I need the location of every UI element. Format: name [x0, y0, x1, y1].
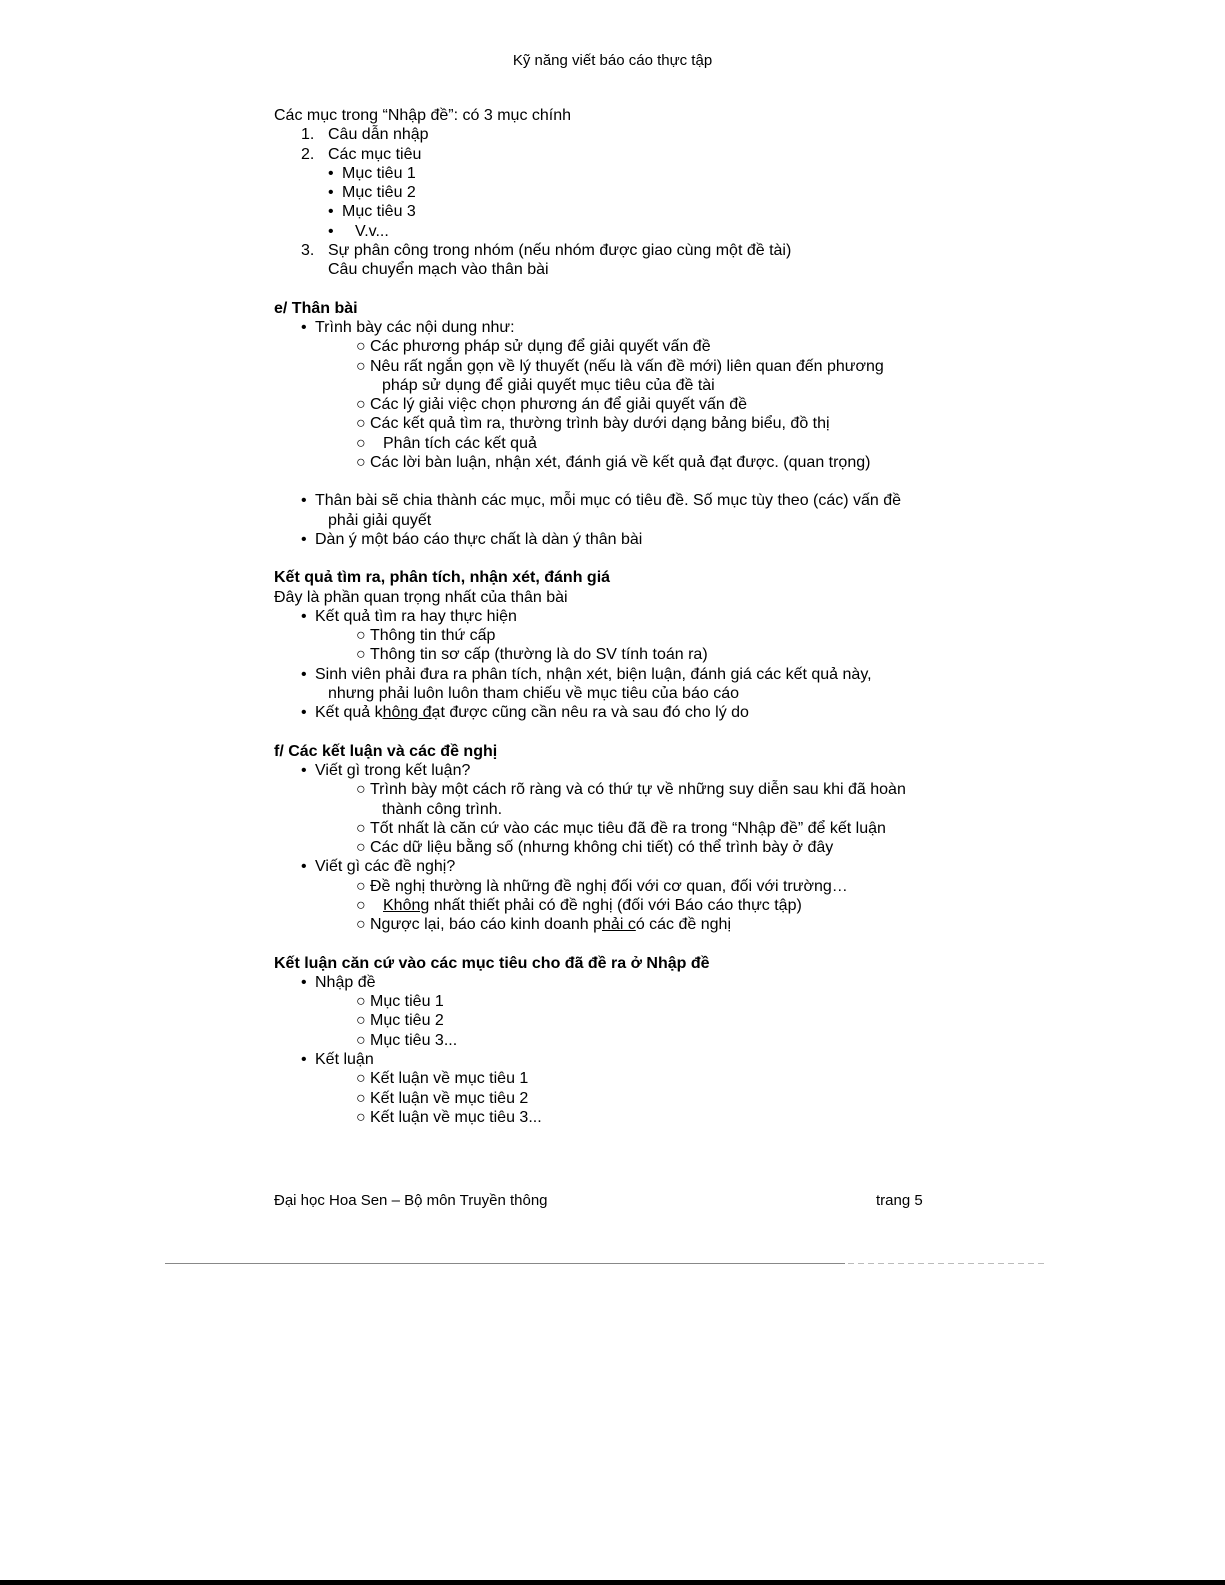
circle-bullet-icon: ○ — [356, 839, 366, 857]
circle-bullet-icon: ○ — [356, 896, 366, 914]
page-number: trang 5 — [876, 1192, 923, 1209]
document-body — [274, 106, 954, 1127]
section-heading: f/ Các kết luận và các đề nghị — [274, 742, 498, 760]
circle-bullet-icon: ○ — [356, 396, 366, 414]
list-item-continuation: phải giải quyết — [328, 511, 432, 529]
list-item-continuation: pháp sử dụng để giải quyết mục tiêu của đề tài — [382, 376, 715, 394]
list-item: • Trình bày các nội dung như: — [301, 318, 515, 336]
bullet-icon: • — [301, 318, 307, 336]
list-number: 2. — [301, 145, 315, 163]
bullet-icon: • — [301, 607, 307, 625]
bullet-icon: • — [301, 492, 307, 510]
list-item: ○ Kết luận về mục tiêu 2 — [356, 1089, 529, 1107]
list-item: • Thân bài sẽ chia thành các mục, mỗi mục có tiêu đề. Số mục tùy theo (các) vấn đề — [301, 492, 902, 510]
list-item: • Kết quả không đạt được cũng cần nêu ra và sau đó cho lý do — [301, 704, 749, 722]
circle-bullet-icon: ○ — [356, 877, 366, 895]
circle-bullet-icon: ○ — [356, 627, 366, 645]
intro-heading: Các mục trong “Nhập đề”: có 3 mục chính — [274, 107, 572, 124]
circle-bullet-icon: ○ — [356, 646, 366, 664]
list-item: ○ Thông tin thứ cấp — [356, 627, 496, 645]
circle-bullet-icon: ○ — [356, 434, 366, 452]
list-item: ○ Các kết quả tìm ra, thường trình bày dưới dạng bảng biểu, đồ thị — [356, 415, 830, 433]
list-item: ○ Kết luận về mục tiêu 3... — [356, 1108, 542, 1126]
list-item: • Sinh viên phải đưa ra phân tích, nhận xét, biện luận, đánh giá các kết quả này, — [301, 665, 872, 683]
circle-bullet-icon: ○ — [356, 1108, 366, 1126]
page-divider-dotted — [848, 1263, 1048, 1264]
list-item: ○ Các lời bàn luận, nhận xét, đánh giá về kết quả đạt được. (quan trọng) — [356, 454, 871, 472]
bullet-icon: • — [328, 222, 334, 240]
list-item-text: Các mục tiêu — [328, 145, 422, 163]
list-item: ○ Kết luận về mục tiêu 1 — [356, 1070, 529, 1088]
circle-bullet-icon: ○ — [356, 1031, 366, 1049]
circle-bullet-icon: ○ — [356, 819, 366, 837]
list-item: ○ Ngược lại, báo cáo kinh doanh phải có các đề nghị — [356, 916, 731, 934]
list-item-text: Câu dẫn nhập — [328, 126, 429, 144]
list-item: • Viết gì trong kết luận? — [301, 761, 471, 779]
list-item-continuation: thành công trình. — [382, 800, 503, 818]
list-number: 1. — [301, 126, 315, 144]
circle-bullet-icon: ○ — [356, 415, 366, 433]
list-item: • Mục tiêu 3 — [328, 203, 416, 221]
list-item — [274, 125, 954, 144]
list-item: ○ Thông tin sơ cấp (thường là do SV tính toán ra) — [356, 646, 708, 664]
bullet-icon: • — [328, 164, 334, 182]
list-item: • Viết gì các đề nghị? — [301, 858, 456, 876]
bottom-edge-bar — [0, 1580, 1225, 1585]
section-heading: e/ Thân bài — [274, 299, 358, 317]
list-item: • Mục tiêu 2 — [328, 184, 416, 202]
circle-bullet-icon: ○ — [356, 1089, 366, 1107]
circle-bullet-icon: ○ — [356, 781, 366, 799]
list-item: ○ Các lý giải việc chọn phương án để giải quyết vấn đề — [356, 396, 747, 414]
list-item: ○ Các dữ liệu bằng số (nhưng không chi tiết) có thể trình bày ở đây — [356, 839, 834, 857]
list-item — [274, 145, 954, 164]
list-item: • Kết luận — [301, 1051, 374, 1069]
list-item: ○ Không nhất thiết phải có đề nghị (đối với Báo cáo thực tập) — [356, 896, 802, 914]
list-item: • Kết quả tìm ra hay thực hiện — [301, 607, 517, 625]
circle-bullet-icon: ○ — [356, 357, 366, 375]
list-item-continuation: nhưng phải luôn luôn tham chiếu về mục tiêu của báo cáo — [328, 685, 739, 703]
paragraph: Đây là phần quan trọng nhất của thân bài — [274, 588, 568, 606]
list-item: ○ Các phương pháp sử dụng để giải quyết vấn đề — [356, 338, 711, 356]
bullet-icon: • — [301, 858, 307, 876]
bullet-icon: • — [301, 1051, 307, 1069]
list-item: • V.v... — [328, 222, 389, 240]
bullet-icon: • — [301, 530, 307, 548]
page-divider — [165, 1263, 845, 1264]
circle-bullet-icon: ○ — [356, 916, 366, 934]
list-item: ○ Mục tiêu 1 — [356, 993, 444, 1011]
circle-bullet-icon: ○ — [356, 338, 366, 356]
list-item-text: Sự phân công trong nhóm (nếu nhóm được giao cùng một đề tài) — [328, 242, 792, 260]
list-number: 3. — [301, 242, 315, 260]
circle-bullet-icon: ○ — [356, 993, 366, 1011]
circle-bullet-icon: ○ — [356, 454, 366, 472]
bullet-icon: • — [301, 761, 307, 779]
bullet-icon: • — [328, 203, 334, 221]
section-heading: Kết luận căn cứ vào các mục tiêu cho đã đề ra ở Nhập đề — [274, 954, 710, 972]
list-item: ○ Đề nghị thường là những đề nghị đối với cơ quan, đối với trường… — [356, 877, 848, 895]
bullet-icon: • — [328, 184, 334, 202]
section-heading: Kết quả tìm ra, phân tích, nhận xét, đánh giá — [274, 569, 611, 587]
list-item: ○ Phân tích các kết quả — [356, 434, 537, 452]
page-header: Kỹ năng viết báo cáo thực tập — [512, 52, 713, 69]
list-item: ○ Trình bày một cách rõ ràng và có thứ tự về những suy diễn sau khi đã hoàn — [356, 781, 906, 799]
list-item: ○ Tốt nhất là căn cứ vào các mục tiêu đã đề ra trong “Nhập đề” để kết luận — [356, 819, 886, 837]
list-item: • Mục tiêu 1 — [328, 164, 416, 182]
list-item: ○ Mục tiêu 3... — [356, 1031, 458, 1049]
bullet-icon: • — [301, 665, 307, 683]
footer-institution: Đại học Hoa Sen – Bộ môn Truyền thông — [274, 1192, 548, 1209]
circle-bullet-icon: ○ — [356, 1012, 366, 1030]
list-item-continuation: Câu chuyển mạch vào thân bài — [328, 261, 549, 279]
list-item — [274, 241, 954, 260]
list-item: ○ Nêu rất ngắn gọn về lý thuyết (nếu là vấn đề mới) liên quan đến phương — [356, 357, 884, 375]
list-item: • Nhập đề — [301, 973, 376, 991]
bullet-icon: • — [301, 973, 307, 991]
circle-bullet-icon: ○ — [356, 1070, 366, 1088]
bullet-icon: • — [301, 704, 307, 722]
list-item: ○ Mục tiêu 2 — [356, 1012, 444, 1030]
list-item: • Dàn ý một báo cáo thực chất là dàn ý thân bài — [301, 530, 643, 548]
